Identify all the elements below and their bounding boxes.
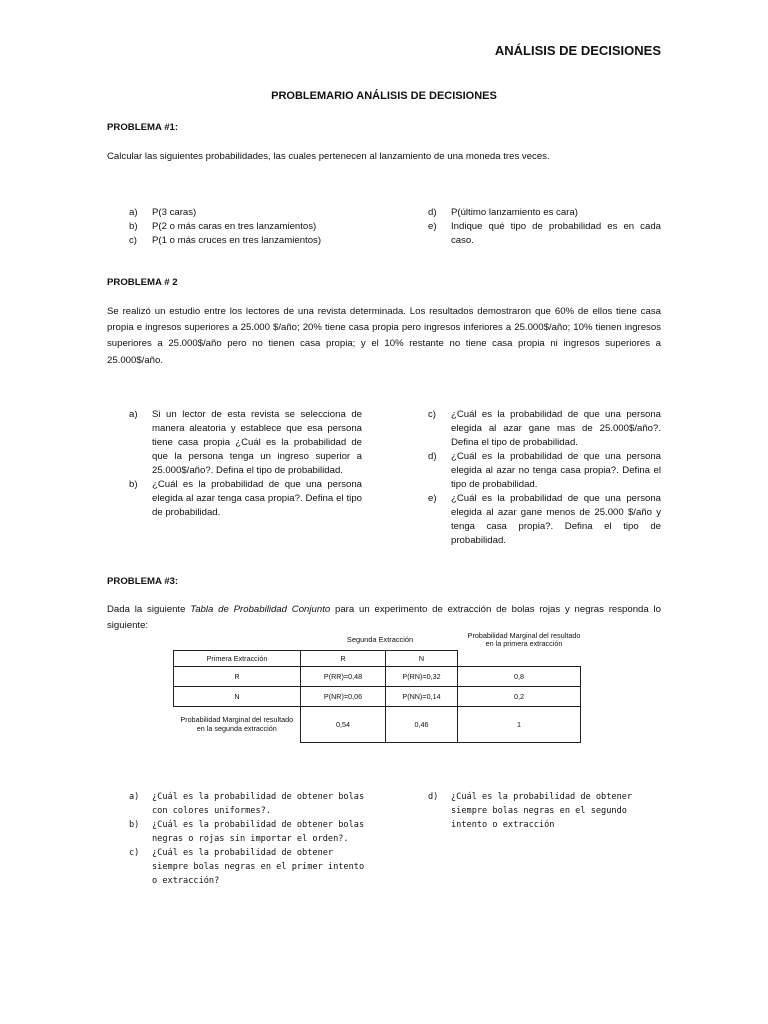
probability-table: [173, 650, 581, 743]
problem2-statement: Se realizó un estudio entre los lectores de una revista determinada. Los resultados demostraron que 60% de ellos tiene casa propia e ingresos superiores a 25.000 $/año; 20% tiene casa propia pero ingresos inferiores a 25.000$/año; 10% tienen ingresos superiores a 25.000$/año pero no tienen casa propia; y el 10% restante no tiene casa propia ni ingresos superiores a 25.000$/año.: [107, 306, 661, 366]
table-header-segunda: Segunda Extracción: [346, 635, 414, 644]
problem3-heading: PROBLEMA #3:: [107, 576, 179, 587]
table-col-r: R: [301, 651, 386, 667]
list-item: b) ¿Cuál es la probabilidad de obtener bolas negras o rojas sin importar el orden?.: [129, 820, 365, 844]
header-title: ANÁLISIS DE DECISIONES: [494, 43, 661, 58]
list-item: c) P(1 o más cruces en tres lanzamientos): [129, 235, 322, 246]
table-row: N P(NR)=0,06 P(NN)=0,14 0,2: [174, 687, 581, 707]
problem2-right-list: [428, 408, 661, 548]
table-header-marginal: Probabilidad Marginal del resultado en la primera extracción: [467, 631, 581, 649]
list-item: a) ¿Cuál es la probabilidad de obtener bolas con colores uniformes?.: [129, 792, 365, 816]
table-row: Probabilidad Marginal del resultado en la segunda extracción 0,54 0,46 1: [174, 707, 581, 743]
list-item: b) P(2 o más caras en tres lanzamientos): [129, 221, 317, 232]
problem1-left-list: [129, 206, 364, 248]
list-item: c) ¿Cuál es la probabilidad de obtener siempre bolas negras en el primer intento o extracción?: [129, 848, 365, 886]
list-item: c) ¿Cuál es la probabilidad de que una persona elegida al azar gane mas de 25.000$/año?. Defina el tipo de probabilidad.: [428, 409, 661, 448]
list-item: e) Indique qué tipo de probabilidad es en cada caso.: [428, 221, 661, 246]
table-header-primera: Primera Extracción: [174, 651, 301, 667]
list-item: a) P(3 caras): [129, 207, 197, 218]
problem3-statement: Dada la siguiente Tabla de Probabilidad Conjunto para un experimento de extracción de bolas rojas y negras responda lo siguiente:: [107, 604, 661, 631]
problem1-statement: Calcular las siguientes probabilidades, las cuales pertenecen al lanzamiento de una moneda tres veces.: [107, 151, 550, 162]
problem2-heading: PROBLEMA # 2: [107, 277, 178, 288]
list-item: d) P(último lanzamiento es cara): [428, 207, 578, 218]
table-row: R P(RR)=0,48 P(RN)=0,32 0,8: [174, 667, 581, 687]
problem1-right-list: [428, 206, 661, 248]
problem1-heading: PROBLEMA #1:: [107, 122, 179, 133]
list-item: d) ¿Cuál es la probabilidad de que una persona elegida al azar no tenga casa propia?. Defina el tipo de probabilidad.: [428, 451, 661, 490]
list-item: a) Si un lector de esta revista se selecciona de manera aleatoria y establece que esa persona tiene casa propia ¿Cuál es la probabilidad de que la persona tenga un ingreso superior a 25.000$/año?. Defina el tipo de probabilidad.: [129, 409, 362, 476]
table-col-n: N: [386, 651, 458, 667]
list-item: e) ¿Cuál es la probabilidad de que una persona elegida al azar gane menos de 25.000 $/año y tenga casa propia?. Defina el tipo de probabilidad.: [428, 493, 661, 546]
table-bottom-label: Probabilidad Marginal del resultado en la segunda extracción: [180, 715, 294, 733]
problem3-right-list: [428, 790, 668, 832]
document-title: PROBLEMARIO ANÁLISIS DE DECISIONES: [271, 90, 497, 102]
problem2-left-list: [129, 408, 362, 520]
problem3-left-list: [129, 790, 369, 888]
list-item: b) ¿Cuál es la probabilidad de que una persona elegida al azar tenga casa propia?. Defina el tipo de probabilidad.: [129, 479, 362, 518]
table-name-italic: Tabla de Probabilidad Conjunto: [190, 604, 331, 615]
list-item: d) ¿Cuál es la probabilidad de obtener siempre bolas negras en el segundo intento o extracción: [428, 792, 633, 830]
